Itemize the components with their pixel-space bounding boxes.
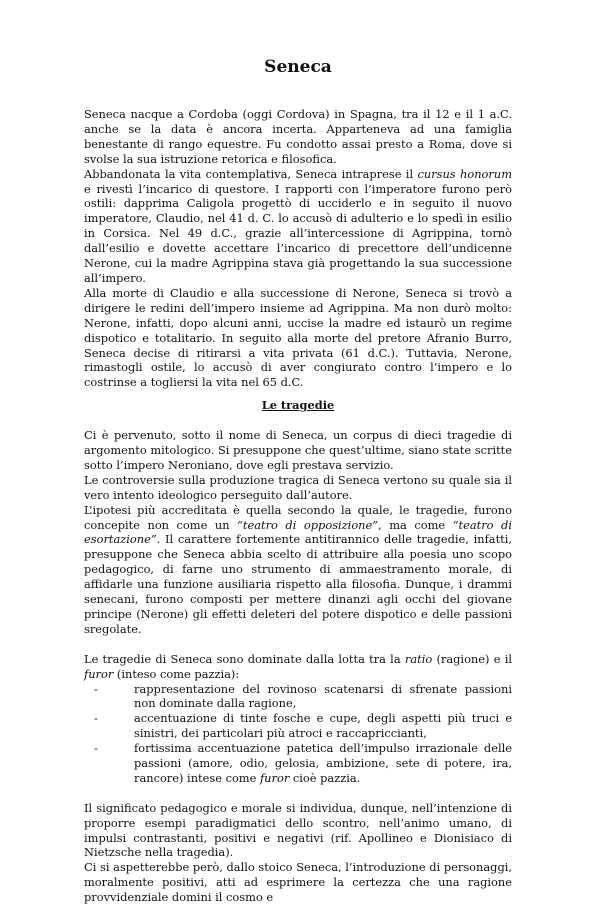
bio-paragraph-2 [84,167,512,286]
tragedie-paragraph-4 [84,652,512,682]
text-run: Abbandonata la vita contemplativa, Seneca intraprese il [84,166,418,181]
italic-term: “teatro di esortazione” [84,517,512,547]
italic-term: ratio [404,651,433,666]
text-run: L’ipotesi più accreditata è quella secondo la quale, le tragedie, furono concepite non come un [84,502,512,532]
text-run: fortissima accentuazione patetica dell’impulso irrazionale delle passioni (amore, odio, gelosia, ambizione, sete di potere, ira, rancore) intese come [134,741,512,785]
text-run: cioè pazzia. [289,770,361,785]
list-item: - rappresentazione del rovinoso scatenarsi di sfrenate passioni non dominate dalla ragione, [114,682,512,712]
list-item [114,741,512,786]
bio-paragraph-1: Seneca nacque a Cordoba (oggi Cordova) in Spagna, tra il 12 e il 1 a.C. anche se la data è ancora incerta. Apparteneva ad una famiglia benestante di rango equestre. Fu condotto assai presto a Roma, dove si svolse la sua istruzione retorica e filosofica. [84,107,512,166]
section-heading: Le tragedie [261,398,335,413]
text-run: Le tragedie di Seneca sono dominate dalla lotta tra la [84,651,405,666]
text-run: . Il carattere fortemente antitirannico delle tragedie, infatti, presuppone che Seneca abbia scelto di attribuire alla poesia uno scopo pedagogico, di farne uno strumento di ammaestramento morale, di affidarle una funzione ausiliaria rispetto alla filosofia. Dunque, i drammi senecani, furono composti per mettere dinanzi agli occhi del giovane principe (Nerone) gli effetti deleteri del potere dispotico e delle passioni sregolate. [84,532,512,636]
paragraph-gap [84,786,512,801]
paragraph-gap [84,637,512,652]
list-item: - accentuazione di tinte fosche e cupe, degli aspetti più truci e sinistri, dei particolari più atroci e raccapriccianti, [114,711,512,741]
tragedie-paragraph-5: Il significato pedagogico e morale si individua, dunque, nell’intenzione di proporre esempi paradigmatici dello scontro, nell’animo umano, di impulsi contrastanti, positivi e negativi (rif. Apollineo e Dionisiaco di Nietzsche nella tragedia). [84,800,512,860]
text-run: (ragione) e il [432,651,512,666]
tragedie-paragraph-6: Ci si aspetterebbe però, dallo stoico Seneca, l’introduzione di personaggi, moralmente positivi, atti ad esprimere la certezza che una ragione provvidenziale domini il cosmo e [84,860,512,905]
italic-term: cursus honorum [417,166,512,181]
characteristics-list [84,682,512,786]
tragedie-paragraph-3 [84,503,512,637]
tragedie-paragraph-2: Le controversie sulla produzione tragica di Seneca vertono su quale sia il vero intento ideologico perseguito dall’autore. [84,472,512,502]
page-title: Seneca [264,57,332,77]
text-run: , ma come [378,517,453,532]
tragedie-paragraph-1: Ci è pervenuto, sotto il nome di Seneca, un corpus di dieci tragedie di argomento mitologico. Si presuppone che quest’ultime, siano state scritte sotto l’impero Neroniano, dove egli prestava servizio. [84,428,512,472]
italic-term: furor [84,666,114,681]
italic-term: “teatro di opposizione” [237,517,379,532]
text-run: e rivestì l’incarico di questore. I rapporti con l’imperatore furono però ostili: dapprima Caligola progettò di ucciderlo e in seguito il nuovo imperatore, Claudio, nel 41 d. C. lo accusò di adulterio e lo spedì in esilio in Corsica. Nel 49 d.C., grazie all’intercessione di Agrippina, tornò dall’esilio e dovette accettare l’incarico di precettore dell’undicenne Nerone, cui la madre Agrippina stava già progettando la sua successione all’impero. [84,181,512,285]
bio-paragraph-3: Alla morte di Claudio e alla successione di Nerone, Seneca si trovò a dirigere le redini dell’impero insieme ad Agrippina. Ma non durò molto: Nerone, infatti, dopo alcuni anni, uccise la madre ed istaurò un regime dispotico e totalitario. In seguito alla morte del pretore Afranio Burro, Seneca decise di ritirarsi a vita privata (61 d.C.). Tuttavia, Nerone, rimastogli ostile, lo accusò di aver congiurato contro l’impero e lo costrinse a togliersi la vita nel 65 d.C. [84,285,512,390]
text-run: (inteso come pazzia): [113,666,240,681]
italic-term: furor [259,770,290,785]
